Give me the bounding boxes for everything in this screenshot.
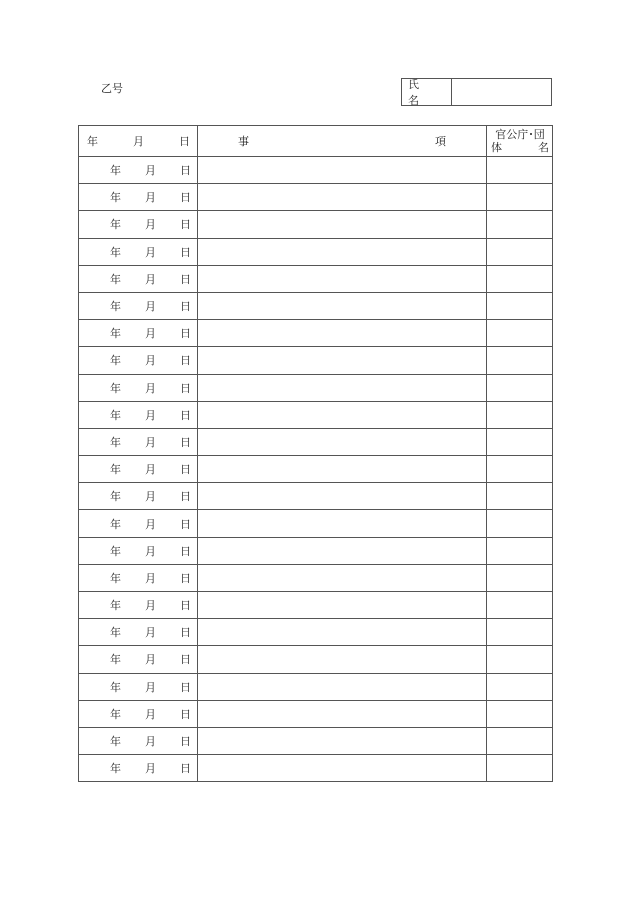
table-row xyxy=(79,428,553,455)
item-cell[interactable] xyxy=(198,184,487,211)
date-cell[interactable] xyxy=(79,401,198,428)
item-cell[interactable] xyxy=(198,727,487,754)
year-unit: 年 xyxy=(110,272,121,286)
year-unit: 年 xyxy=(110,544,121,558)
office-cell[interactable] xyxy=(487,401,553,428)
date-cell[interactable] xyxy=(79,673,198,700)
item-cell[interactable] xyxy=(198,374,487,401)
date-cell[interactable] xyxy=(79,646,198,673)
date-cell[interactable] xyxy=(79,537,198,564)
month-unit: 月 xyxy=(145,571,156,585)
day-unit: 日 xyxy=(180,354,191,368)
table-row xyxy=(79,564,553,591)
item-cell[interactable] xyxy=(198,700,487,727)
item-cell[interactable] xyxy=(198,564,487,591)
item-cell[interactable] xyxy=(198,619,487,646)
table-row xyxy=(79,157,553,184)
item-cell[interactable] xyxy=(198,592,487,619)
day-unit: 日 xyxy=(180,191,191,205)
date-cell[interactable] xyxy=(79,700,198,727)
year-unit: 年 xyxy=(110,300,121,314)
header-office-line2b: 名 xyxy=(538,141,549,154)
item-column-header xyxy=(198,126,487,157)
table-row xyxy=(79,320,553,347)
office-cell[interactable] xyxy=(487,374,553,401)
item-cell[interactable] xyxy=(198,238,487,265)
item-cell[interactable] xyxy=(198,483,487,510)
year-unit: 年 xyxy=(110,164,121,178)
item-cell[interactable] xyxy=(198,401,487,428)
office-cell[interactable] xyxy=(487,700,553,727)
date-cell[interactable] xyxy=(79,483,198,510)
header-item-1: 事 xyxy=(238,135,249,148)
table-row xyxy=(79,619,553,646)
month-unit: 月 xyxy=(145,517,156,531)
header-year: 年 xyxy=(87,135,98,148)
table-row xyxy=(79,347,553,374)
item-cell[interactable] xyxy=(198,428,487,455)
year-unit: 年 xyxy=(110,354,121,368)
table-row xyxy=(79,211,553,238)
table-row xyxy=(79,592,553,619)
date-cell[interactable] xyxy=(79,510,198,537)
date-cell[interactable] xyxy=(79,456,198,483)
item-cell[interactable] xyxy=(198,537,487,564)
table-row xyxy=(79,483,553,510)
month-unit: 月 xyxy=(145,327,156,341)
month-unit: 月 xyxy=(145,300,156,314)
header-item-2: 項 xyxy=(435,135,446,148)
year-unit: 年 xyxy=(110,653,121,667)
month-unit: 月 xyxy=(145,626,156,640)
date-cell[interactable] xyxy=(79,292,198,319)
record-rows xyxy=(79,157,553,782)
table-row xyxy=(79,755,553,782)
month-unit: 月 xyxy=(145,191,156,205)
month-unit: 月 xyxy=(145,653,156,667)
office-cell[interactable] xyxy=(487,727,553,754)
table-row xyxy=(79,374,553,401)
item-cell[interactable] xyxy=(198,755,487,782)
year-unit: 年 xyxy=(110,707,121,721)
office-cell[interactable] xyxy=(487,537,553,564)
month-unit: 月 xyxy=(145,354,156,368)
table-row xyxy=(79,456,553,483)
item-cell[interactable] xyxy=(198,265,487,292)
table-header-row xyxy=(79,126,553,157)
name-label: 氏 名 xyxy=(402,79,452,105)
day-unit: 日 xyxy=(180,327,191,341)
date-cell[interactable] xyxy=(79,265,198,292)
office-cell[interactable] xyxy=(487,755,553,782)
year-unit: 年 xyxy=(110,517,121,531)
office-cell[interactable] xyxy=(487,483,553,510)
month-unit: 月 xyxy=(145,707,156,721)
day-unit: 日 xyxy=(180,218,191,232)
table-row xyxy=(79,265,553,292)
day-unit: 日 xyxy=(180,381,191,395)
header-office-line2a: 体 xyxy=(491,141,502,154)
item-cell[interactable] xyxy=(198,157,487,184)
year-unit: 年 xyxy=(110,571,121,585)
office-cell[interactable] xyxy=(487,564,553,591)
office-cell[interactable] xyxy=(487,265,553,292)
office-cell[interactable] xyxy=(487,238,553,265)
table-row xyxy=(79,673,553,700)
date-cell[interactable] xyxy=(79,619,198,646)
date-cell[interactable] xyxy=(79,592,198,619)
month-unit: 月 xyxy=(145,435,156,449)
year-unit: 年 xyxy=(110,680,121,694)
day-unit: 日 xyxy=(180,435,191,449)
item-cell[interactable] xyxy=(198,320,487,347)
month-unit: 月 xyxy=(145,680,156,694)
day-unit: 日 xyxy=(180,408,191,422)
date-cell[interactable] xyxy=(79,347,198,374)
day-unit: 日 xyxy=(180,626,191,640)
month-unit: 月 xyxy=(145,490,156,504)
item-cell[interactable] xyxy=(198,292,487,319)
month-unit: 月 xyxy=(145,463,156,477)
month-unit: 月 xyxy=(145,218,156,232)
date-cell[interactable] xyxy=(79,238,198,265)
table-row xyxy=(79,537,553,564)
day-unit: 日 xyxy=(180,544,191,558)
year-unit: 年 xyxy=(110,735,121,749)
date-column-header xyxy=(79,126,198,157)
month-unit: 月 xyxy=(145,408,156,422)
year-unit: 年 xyxy=(110,381,121,395)
form-type-label: 乙号 xyxy=(101,82,123,95)
month-unit: 月 xyxy=(145,735,156,749)
header-month: 月 xyxy=(133,135,144,148)
name-field[interactable] xyxy=(452,79,551,105)
office-cell[interactable] xyxy=(487,320,553,347)
table-row xyxy=(79,292,553,319)
office-cell[interactable] xyxy=(487,592,553,619)
header-day: 日 xyxy=(179,135,190,148)
item-cell[interactable] xyxy=(198,510,487,537)
month-unit: 月 xyxy=(145,762,156,776)
month-unit: 月 xyxy=(145,245,156,259)
office-cell[interactable] xyxy=(487,292,553,319)
date-cell[interactable] xyxy=(79,727,198,754)
office-cell[interactable] xyxy=(487,646,553,673)
day-unit: 日 xyxy=(180,735,191,749)
month-unit: 月 xyxy=(145,164,156,178)
date-cell[interactable] xyxy=(79,211,198,238)
name-box xyxy=(401,78,552,106)
date-cell[interactable] xyxy=(79,564,198,591)
record-table xyxy=(78,125,553,782)
day-unit: 日 xyxy=(180,164,191,178)
table-row xyxy=(79,700,553,727)
item-cell[interactable] xyxy=(198,646,487,673)
day-unit: 日 xyxy=(180,599,191,613)
header-office-line1: 官公庁･団 xyxy=(495,128,545,141)
table-row xyxy=(79,646,553,673)
office-cell[interactable] xyxy=(487,673,553,700)
item-cell[interactable] xyxy=(198,347,487,374)
year-unit: 年 xyxy=(110,490,121,504)
date-cell[interactable] xyxy=(79,184,198,211)
day-unit: 日 xyxy=(180,245,191,259)
day-unit: 日 xyxy=(180,762,191,776)
month-unit: 月 xyxy=(145,272,156,286)
day-unit: 日 xyxy=(180,653,191,667)
month-unit: 月 xyxy=(145,544,156,558)
year-unit: 年 xyxy=(110,435,121,449)
month-unit: 月 xyxy=(145,381,156,395)
office-cell[interactable] xyxy=(487,510,553,537)
table-row xyxy=(79,184,553,211)
office-cell[interactable] xyxy=(487,456,553,483)
year-unit: 年 xyxy=(110,626,121,640)
day-unit: 日 xyxy=(180,707,191,721)
office-cell[interactable] xyxy=(487,428,553,455)
day-unit: 日 xyxy=(180,571,191,585)
month-unit: 月 xyxy=(145,599,156,613)
table-row xyxy=(79,238,553,265)
date-cell[interactable] xyxy=(79,157,198,184)
year-unit: 年 xyxy=(110,218,121,232)
day-unit: 日 xyxy=(180,517,191,531)
item-cell[interactable] xyxy=(198,456,487,483)
year-unit: 年 xyxy=(110,245,121,259)
item-cell[interactable] xyxy=(198,211,487,238)
year-unit: 年 xyxy=(110,463,121,477)
office-cell[interactable] xyxy=(487,619,553,646)
year-unit: 年 xyxy=(110,762,121,776)
date-cell[interactable] xyxy=(79,755,198,782)
office-cell[interactable] xyxy=(487,157,553,184)
office-cell[interactable] xyxy=(487,347,553,374)
day-unit: 日 xyxy=(180,463,191,477)
year-unit: 年 xyxy=(110,599,121,613)
year-unit: 年 xyxy=(110,191,121,205)
table-row xyxy=(79,510,553,537)
day-unit: 日 xyxy=(180,272,191,286)
date-cell[interactable] xyxy=(79,374,198,401)
date-cell[interactable] xyxy=(79,320,198,347)
year-unit: 年 xyxy=(110,327,121,341)
table-row xyxy=(79,401,553,428)
date-cell[interactable] xyxy=(79,428,198,455)
day-unit: 日 xyxy=(180,490,191,504)
year-unit: 年 xyxy=(110,408,121,422)
day-unit: 日 xyxy=(180,300,191,314)
office-cell[interactable] xyxy=(487,184,553,211)
office-cell[interactable] xyxy=(487,211,553,238)
day-unit: 日 xyxy=(180,680,191,694)
item-cell[interactable] xyxy=(198,673,487,700)
office-column-header xyxy=(487,126,553,157)
table-row xyxy=(79,727,553,754)
